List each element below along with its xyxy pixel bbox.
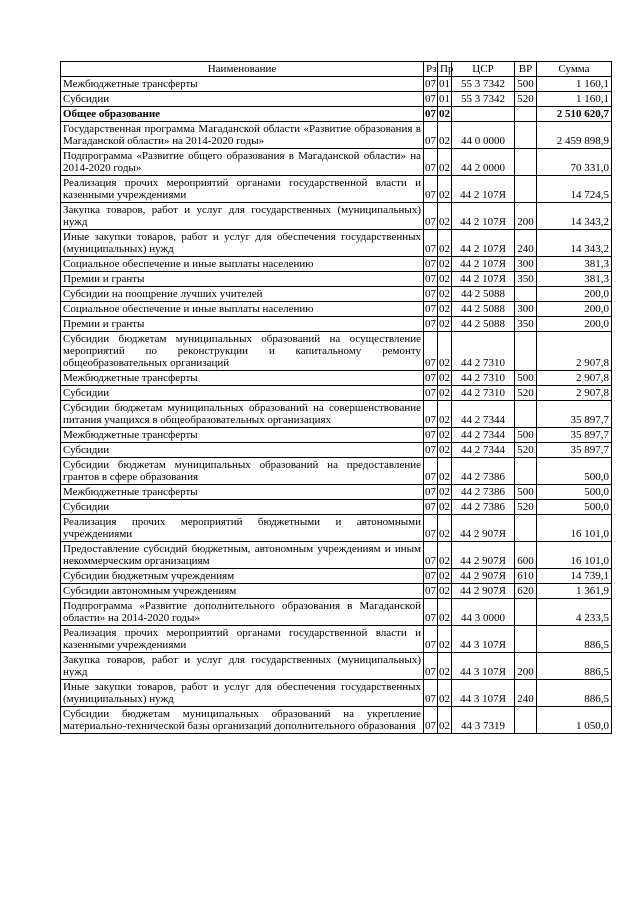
table-row [61,176,612,203]
cell-sum: 14 739,1 [537,569,612,584]
cell-name: Реализация прочих мероприятий органами государственной власти и казенными учреждениями [61,176,424,203]
cell-csr: 44 3 107Я [452,653,515,680]
cell-vr [515,107,537,122]
table-row [61,626,612,653]
cell-vr: 240 [515,680,537,707]
cell-rz: 07 [425,273,436,285]
cell-sum: 886,5 [537,680,612,707]
cell-rz: 07 [425,585,436,597]
cell-pr: 02 [439,318,450,330]
cell-rz: 07 [424,401,438,428]
cell-rz: 07 [424,332,438,371]
header-name: Наименование [61,62,424,77]
cell-vr [515,515,537,542]
cell-name: Межбюджетные трансферты [61,371,424,386]
cell-rz: 07 [424,458,438,485]
cell-pr: 02 [439,570,450,582]
cell-vr: 610 [515,569,537,584]
table-row [61,443,612,458]
table-row [61,428,612,443]
cell-sum: 1 160,1 [537,92,612,107]
cell-rz: 07 [425,108,436,120]
cell-rz: 07 [425,318,436,330]
cell-pr: 02 [438,707,452,734]
cell-vr: 500 [515,77,537,92]
table-row [61,515,612,542]
cell-csr: 44 3 0000 [452,599,515,626]
cell-pr: 02 [438,122,452,149]
cell-vr [515,599,537,626]
cell-rz: 07 [425,486,436,498]
table-row [61,680,612,707]
cell-rz: 07 [425,93,436,105]
cell-rz: 07 [424,203,438,230]
budget-table [60,61,612,734]
cell-vr: 300 [515,257,537,272]
cell-rz: 07 [424,230,438,257]
cell-csr: 44 2 907Я [452,515,515,542]
cell-pr: 02 [438,401,452,428]
cell-vr: 520 [515,443,537,458]
cell-sum: 70 331,0 [537,149,612,176]
cell-pr: 02 [439,273,450,285]
cell-name: Иные закупки товаров, работ и услуг для обеспечения государственных (муниципальных) нужд [61,230,424,257]
cell-pr: 02 [439,501,450,513]
cell-rz: 07 [424,542,438,569]
cell-pr: 02 [439,108,450,120]
cell-pr: 02 [439,303,450,315]
cell-csr: 44 2 7310 [452,332,515,371]
cell-pr: 02 [438,230,452,257]
cell-sum: 886,5 [537,653,612,680]
cell-sum: 2 907,8 [537,371,612,386]
cell-rz: 07 [425,570,436,582]
header-vr: ВР [515,62,537,77]
cell-csr: 44 2 107Я [452,203,515,230]
cell-sum: 35 897,7 [537,428,612,443]
cell-sum: 2 907,8 [537,386,612,401]
cell-csr: 44 3 7319 [452,707,515,734]
table-row [61,230,612,257]
table-row [61,707,612,734]
cell-vr [515,458,537,485]
cell-name: Субсидии бюджетам муниципальных образований на предоставление грантов в сфере образования [61,458,424,485]
cell-vr [515,176,537,203]
cell-vr: 200 [515,653,537,680]
table-row [61,386,612,401]
cell-vr: 350 [515,317,537,332]
cell-csr: 44 2 107Я [452,272,515,287]
cell-vr: 500 [515,371,537,386]
table-row [61,77,612,92]
cell-name: Межбюджетные трансферты [61,428,424,443]
cell-pr: 02 [439,372,450,384]
table-row [61,302,612,317]
cell-name: Субсидии бюджетам муниципальных образований на осуществление мероприятий по реконструкции и капитальному ремонту общеобразовательных организаций [61,332,424,371]
cell-name: Субсидии [61,443,424,458]
cell-name: Субсидии бюджетным учреждениям [61,569,424,584]
cell-csr: 44 2 107Я [452,176,515,203]
cell-rz: 07 [424,149,438,176]
cell-rz: 07 [425,501,436,513]
cell-rz: 07 [424,680,438,707]
cell-sum: 500,0 [537,485,612,500]
cell-sum: 35 897,7 [537,443,612,458]
cell-sum: 16 101,0 [537,515,612,542]
cell-pr: 02 [438,203,452,230]
table-row [61,401,612,428]
cell-name: Субсидии бюджетам муниципальных образований на совершенствование питания учащихся в общеобразовательных организациях [61,401,424,428]
cell-csr: 55 3 7342 [452,92,515,107]
cell-sum: 2 459 898,9 [537,122,612,149]
table-row [61,332,612,371]
table-row [61,107,612,122]
cell-vr [515,332,537,371]
table-row [61,500,612,515]
cell-rz: 07 [425,288,436,300]
cell-sum: 381,3 [537,257,612,272]
cell-pr: 02 [439,429,450,441]
cell-name: Субсидии [61,92,424,107]
cell-sum: 500,0 [537,458,612,485]
cell-rz: 07 [424,653,438,680]
cell-csr: 44 2 907Я [452,584,515,599]
cell-csr: 44 2 107Я [452,230,515,257]
cell-name: Подпрограмма «Развитие дополнительного образования в Магаданской области» на 2014-2020 годы» [61,599,424,626]
cell-vr: 500 [515,485,537,500]
cell-name: Закупка товаров, работ и услуг для государственных (муниципальных) нужд [61,203,424,230]
cell-name: Межбюджетные трансферты [61,485,424,500]
cell-rz: 07 [424,122,438,149]
cell-sum: 1 361,9 [537,584,612,599]
cell-vr [515,287,537,302]
table-row [61,203,612,230]
table-row [61,542,612,569]
table-row [61,92,612,107]
cell-name: Социальное обеспечение и иные выплаты населению [61,257,424,272]
cell-name: Межбюджетные трансферты [61,77,424,92]
cell-name: Субсидии бюджетам муниципальных образований на укрепление материально-технической базы организаций дополнительного образования [61,707,424,734]
cell-sum: 381,3 [537,272,612,287]
cell-rz: 07 [425,444,436,456]
cell-csr: 44 2 5088 [452,287,515,302]
cell-pr: 02 [438,176,452,203]
cell-sum: 500,0 [537,500,612,515]
table-row [61,287,612,302]
table-body [61,77,612,734]
cell-pr: 02 [439,258,450,270]
cell-csr: 44 2 5088 [452,317,515,332]
cell-pr: 02 [438,626,452,653]
table-row [61,371,612,386]
cell-sum: 200,0 [537,287,612,302]
table-row [61,458,612,485]
cell-sum: 2 907,8 [537,332,612,371]
cell-sum: 200,0 [537,302,612,317]
cell-csr: 44 2 907Я [452,542,515,569]
cell-csr: 55 3 7342 [452,77,515,92]
cell-rz: 07 [425,387,436,399]
cell-vr: 300 [515,302,537,317]
table-row [61,599,612,626]
cell-name: Премии и гранты [61,317,424,332]
cell-csr: 44 3 107Я [452,626,515,653]
cell-name: Государственная программа Магаданской области «Развитие образования в Магаданской области» на 2014-2020 годы» [61,122,424,149]
cell-vr [515,707,537,734]
cell-vr: 620 [515,584,537,599]
cell-pr: 02 [438,332,452,371]
cell-rz: 07 [424,176,438,203]
cell-pr: 02 [438,515,452,542]
cell-sum: 14 343,2 [537,230,612,257]
table-row [61,584,612,599]
cell-sum: 16 101,0 [537,542,612,569]
cell-sum: 14 724,5 [537,176,612,203]
cell-pr: 02 [438,542,452,569]
cell-csr: 44 2 0000 [452,149,515,176]
header-sum: Сумма [537,62,612,77]
cell-rz: 07 [425,258,436,270]
cell-csr: 44 2 5088 [452,302,515,317]
cell-pr: 02 [438,653,452,680]
header-rz: Рз [424,62,438,77]
cell-sum: 14 343,2 [537,203,612,230]
cell-pr: 02 [438,680,452,707]
cell-csr: 44 3 107Я [452,680,515,707]
cell-pr: 02 [439,585,450,597]
table-row [61,569,612,584]
cell-csr [452,107,515,122]
cell-vr [515,149,537,176]
cell-csr: 44 2 7344 [452,428,515,443]
cell-sum: 35 897,7 [537,401,612,428]
cell-name: Общее образование [61,107,424,122]
cell-csr: 44 2 7310 [452,371,515,386]
cell-vr: 500 [515,428,537,443]
cell-pr: 02 [439,387,450,399]
cell-csr: 44 2 7344 [452,401,515,428]
cell-vr: 520 [515,92,537,107]
cell-pr: 02 [438,458,452,485]
cell-vr: 520 [515,500,537,515]
cell-csr: 44 2 7386 [452,485,515,500]
cell-vr: 200 [515,203,537,230]
cell-sum: 2 510 620,7 [537,107,612,122]
cell-csr: 44 2 7386 [452,458,515,485]
cell-name: Субсидии [61,500,424,515]
cell-sum: 1 050,0 [537,707,612,734]
cell-vr: 520 [515,386,537,401]
cell-name: Субсидии на поощрение лучших учителей [61,287,424,302]
table-row [61,317,612,332]
cell-csr: 44 2 7310 [452,386,515,401]
cell-name: Премии и гранты [61,272,424,287]
cell-name: Закупка товаров, работ и услуг для государственных (муниципальных) нужд [61,653,424,680]
cell-pr: 02 [438,599,452,626]
cell-rz: 07 [424,515,438,542]
cell-rz: 07 [425,303,436,315]
cell-csr: 44 0 0000 [452,122,515,149]
cell-pr: 02 [439,288,450,300]
cell-sum: 1 160,1 [537,77,612,92]
cell-sum: 200,0 [537,317,612,332]
cell-vr: 350 [515,272,537,287]
cell-rz: 07 [424,626,438,653]
header-row [61,62,612,77]
header-pr: Пр [438,62,452,77]
cell-rz: 07 [424,599,438,626]
cell-vr: 240 [515,230,537,257]
header-csr: ЦСР [452,62,515,77]
cell-csr: 44 2 7386 [452,500,515,515]
cell-name: Субсидии [61,386,424,401]
cell-rz: 07 [425,429,436,441]
cell-csr: 44 2 107Я [452,257,515,272]
table-row [61,272,612,287]
cell-vr [515,626,537,653]
cell-csr: 44 2 7344 [452,443,515,458]
cell-vr [515,122,537,149]
table-row [61,122,612,149]
table-row [61,485,612,500]
cell-sum: 4 233,5 [537,599,612,626]
cell-sum: 886,5 [537,626,612,653]
cell-vr: 600 [515,542,537,569]
table-row [61,653,612,680]
cell-pr: 02 [439,444,450,456]
cell-name: Субсидии автономным учреждениям [61,584,424,599]
table-row [61,149,612,176]
cell-name: Реализация прочих мероприятий органами государственной власти и казенными учреждениями [61,626,424,653]
cell-name: Предоставление субсидий бюджетным, автономным учреждениям и иным некоммерческим организациям [61,542,424,569]
cell-name: Иные закупки товаров, работ и услуг для обеспечения государственных (муниципальных) нужд [61,680,424,707]
cell-name: Социальное обеспечение и иные выплаты населению [61,302,424,317]
cell-rz: 07 [425,78,436,90]
cell-pr: 01 [439,78,450,90]
cell-name: Реализация прочих мероприятий бюджетными и автономными учреждениями [61,515,424,542]
cell-csr: 44 2 907Я [452,569,515,584]
cell-vr [515,401,537,428]
cell-pr: 02 [438,149,452,176]
table-row [61,257,612,272]
cell-pr: 01 [439,93,450,105]
cell-rz: 07 [425,372,436,384]
cell-name: Подпрограмма «Развитие общего образования в Магаданской области» на 2014-2020 годы» [61,149,424,176]
cell-rz: 07 [424,707,438,734]
cell-pr: 02 [439,486,450,498]
